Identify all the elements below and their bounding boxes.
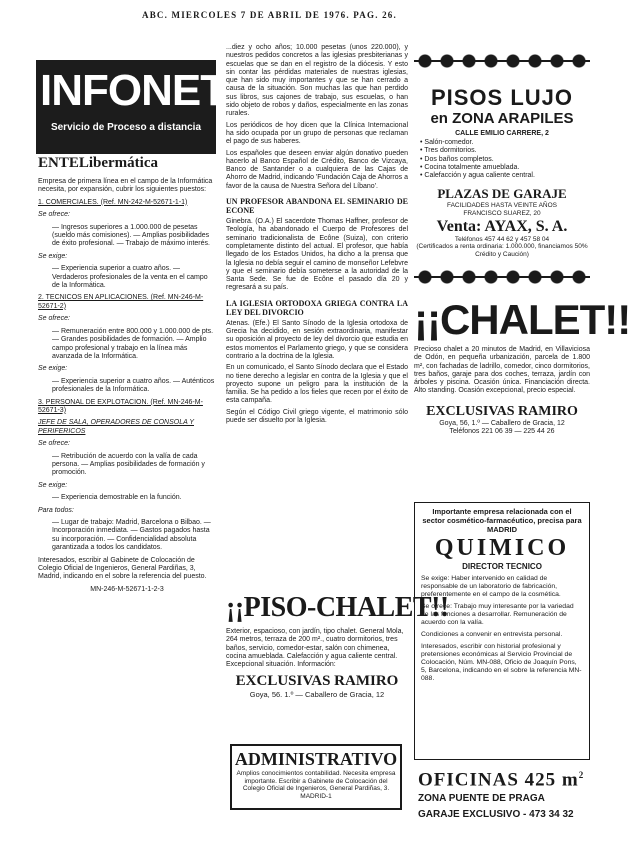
promoter-address: FRANCISCO SUAREZ, 20 (463, 210, 541, 218)
feature-item: • Tres dormitorios. (420, 147, 590, 155)
offer-label: Se ofrece: (38, 211, 70, 219)
garage-spaces: PLAZAS DE GARAJE (437, 186, 567, 202)
news-paragraph: Atenas. (Efe.) El Santo Sínodo de la Iglesia ortodoxa de Grecia ha decidido, en sesión extraordinaria, manifestar su oposición al proyecto de ley del divorcio que estudia en estos momentos el Parlamento griego, y que se considera contrario a la doctrina de la Iglesia. (226, 319, 408, 360)
pisos-lujo-street: CALLE EMILIO CARRERE, 2 (455, 130, 549, 137)
offer-label: Se ofrece: (38, 315, 70, 323)
ornament-top (414, 50, 590, 72)
infonet-closing: Interesados, escribir al Gabinete de Colocación de Colegio Oficial de Ingenieros, General Pardiñas, 3, Madrid, indicando en el sobre la referencia del puesto. (38, 556, 207, 581)
quimico-offer: Se ofrece: Trabajo muy interesante por la variedad de las funciones a desarrollar. Remuneración de acuerdo con la valía. (421, 603, 574, 626)
classified-column (414, 44, 630, 844)
post-1-title: 1. COMERCIALES. (Ref. MN-242-M-52671-1-1) (38, 198, 188, 206)
pisos-lujo-title: PISOS LUJO (430, 85, 574, 110)
news-paragraph: Según el Código Civil griego vigente, el matrimonio sólo puede ser disuelto por la Iglesia. (226, 408, 408, 424)
quimico-role: DIRECTOR TECNICO (462, 562, 542, 571)
pisos-lujo-ad (414, 86, 590, 258)
infonet-intro: Empresa de primera línea en el campo de la Informática necesita, por expansión, cubrir los siguientes puestos: (38, 178, 213, 194)
oficinas-zone: ZONA PUENTE DE PRAGA (418, 793, 545, 805)
feature-item: • Salón-comedor. (420, 139, 590, 147)
all-text: — Lugar de trabajo: Madrid, Barcelona o Bilbao. — Incorporación inmediata. — Gastos pagados hasta su incorporación. — Confidencialidad absoluta garantizada a todos los candidatos. (52, 519, 211, 552)
post-1-offer: — Ingresos superiores a 1.000.000 de pesetas (sueldo más comisiones). — Amplias posibilidades de éxito profesional. — Trabajo de máximo interés. (52, 223, 210, 248)
chalet-phones: Teléfonos 221 06 39 — 225 44 26 (449, 427, 555, 435)
news-paragraph: En un comunicado, el Santo Sínodo declara que el Estado no tiene derecho a legislar en contra de la Iglesia y que el proyecto supone un peligro para la institución de la familia. Se ha pedido a los fieles que recen por el éxito de esta campaña. (226, 364, 408, 405)
post-3-sub: JEFE DE SALA, OPERADORES DE CONSOLA Y PERIFERICOS (38, 419, 194, 435)
oficinas-title-row (418, 764, 590, 791)
quimico-intro: Importante empresa relacionada con el sector cosmético-farmacéutico, precisa para MADRID (422, 507, 582, 534)
chalet-body: Precioso chalet a 20 minutos de Madrid, en Villaviciosa de Odón, en pequeña urbanización, parcela de 1.800 m², con fachadas de ladrillo, comedor, cinco dormitorios, tres baños, garaje para dos coches, terraza, jardín con árboles y piscina. Ocasión única. Financiación directa. Alto standing. Ocasión excepcional, precio especial. (414, 346, 590, 395)
post-2-require: — Experiencia superior a cuatro años. — Auténticos profesionales de la Informática. (52, 377, 215, 394)
quimico-contact: Interesados, escribir con historial profesional y pretensiones económicas al Servicio Provincial de Colocación, Núm. MN-088, Oficio de Joaquín Pons, 5, Barcelona, indicando en el sobre la referencia MN-088. (421, 643, 582, 682)
page-folio: ABC. MIERCOLES 7 DE ABRIL DE 1976. PAG. 26. (142, 10, 397, 20)
piso-chalet-body: Exterior, espacioso, con jardín, tipo chalet. General Mola, 264 metros, terraza de 200 m²., cuatro dormitorios, tres baños, servicio, comedor-estar, salón con chimenea, cocina amueblada. Calefacción y agua caliente central. Excepcional situación. Información: (226, 628, 404, 669)
quimico-requirements: Se exige: Haber intervenido en calidad de responsable de un laboratorio de fabricación, preferentemente en el campo de la cosmética. (421, 575, 561, 598)
chalet-title: ¡¡CHALET!! (414, 296, 630, 343)
facilities: FACILIDADES HASTA VEINTE AÑOS (446, 202, 558, 210)
oficinas-garage: GARAJE EXCLUSIVO - 473 34 32 (418, 809, 574, 821)
oficinas-ad (418, 764, 590, 823)
infonet-logo: INFONET (40, 66, 227, 115)
require-label: Se exige: (38, 365, 68, 373)
sale-phones: Teléfonos 457 44 62 y 457 58 04 (454, 235, 550, 243)
infonet-ref: MN-246-M-52671-1-2-3 (90, 585, 164, 593)
all-label: Para todos: (38, 506, 74, 514)
administrativo-body: Amplios conocimientos contabilidad. Necesita empresa importante. Escribir a Gabinete de Colocación del Colegio Oficial de Ingenieros, General Pardiñas, 3. MADRID-1 (236, 770, 396, 800)
post-3-offer: — Retribución de acuerdo con la valía de cada persona. — Amplias posibilidades de formación y promoción. (52, 452, 205, 477)
sale-agent: Venta: AYAX, S. A. (436, 217, 568, 235)
require-label: Se exige: (38, 252, 68, 260)
news-paragraph: ...diez y ocho años; 10.000 pesetas (unos 220.000), y nuestros pedidos concretos a las iglesias presbiterianas y escuelas que se dan en el registro de la diócesis. Y esto sin contar las pérdidas materiales de nuestras iglesias, que han sido muy importantes y que se han cerrado a causa de la situación. Son muchas las que han perdido sus libros, sus cajones de trabajo, sus escuelas, o han sido objeto de robos y daños, especialmente en las zonas rurales. (226, 44, 408, 118)
administrativo-ad (230, 744, 402, 810)
quimico-ad (414, 502, 590, 760)
pisos-lujo-subtitle: en ZONA ARAPILES (430, 110, 574, 127)
page-header (0, 0, 620, 30)
entel-brand: ENTELibermática (38, 155, 158, 171)
oficinas-size: 425 m (524, 769, 579, 791)
post-2-title: 2. TECNICOS EN APLICACIONES. (Ref. MN-246-M-52671-2) (38, 294, 204, 310)
ornament-bottom (414, 266, 590, 288)
pisos-lujo-features (414, 139, 590, 180)
oficinas-title: OFICINAS (418, 769, 519, 791)
piso-chalet-agency: EXCLUSIVAS RAMIRO (235, 673, 399, 690)
piso-chalet-address: Goya, 56. 1.º — Caballero de Gracia, 12 (249, 690, 385, 700)
oficinas-size-unit: 2 (578, 770, 585, 780)
chalet-address: Goya, 56, 1.º — Caballero de Gracia, 12 (439, 419, 565, 427)
headline-divorce: LA IGLESIA ORTODOXA GRIEGA CONTRA LA LEY DEL DIVORCIO (226, 298, 408, 317)
infonet-logo-block (36, 60, 227, 154)
quimico-title: QUIMICO (434, 535, 570, 561)
infonet-ad (30, 60, 227, 850)
post-1-require: — Experiencia superior a cuatro años. — Verdaderos profesionales de la venta en el campo de la Informática. (52, 265, 208, 290)
administrativo-title: ADMINISTRATIVO (234, 749, 398, 769)
headline-professor: UN PROFESOR ABANDONA EL SEMINARIO DE ECONE (226, 197, 408, 216)
piso-chalet-ad (226, 592, 449, 700)
news-paragraph: Los periódicos de hoy dicen que la Clínica Internacional ha sido ocupada por un grupo de personas que reclaman el pago de sus haberes. (226, 121, 408, 146)
post-2-offer: — Remuneración entre 800.000 y 1.000.000 de pts. — Grandes posibilidades de formación. — Amplio campo profesional y trabajo en la línea más avanzada de la Informática. (52, 327, 214, 360)
chalet-agency: EXCLUSIVAS RAMIRO (426, 403, 578, 419)
quimico-conditions: Condiciones a convenir en entrevista personal. (421, 631, 563, 638)
news-paragraph: Los españoles que deseen enviar algún donativo pueden hacerlo al Banco Español de Crédito, Banco de Vizcaya, Banco de Santander o a cualquiera de las Cajas de Ahorro de Madrid, indicando 'Fundación Caja de Ahorros a favor de la causa de Nuestra Señora del Líbano'. (226, 149, 408, 190)
news-paragraph: Ginebra. (O.A.) El sacerdote Thomas Haffner, profesor de Teología, ha abandonado el Cuerpo de Profesores del seminario tradicionalista de Ecône (Suiza), con criterio completamente distinto del actual. El profesor, que había llegado de los Estados Unidos, ha dicho a la prensa que la Iglesia no debía seguir el camino de monseñor Lefebvre y que el seminario debía someterse a la autoridad de la Santa Sede. Se fue de Ecône el pasado día 20 y regresará a su país. (226, 218, 408, 292)
piso-chalet-title: ¡¡PISO-CHALET!! (226, 592, 449, 623)
post-3-title: 3. PERSONAL DE EXPLOTACION. (Ref. MN-246-M-52671-3) (38, 398, 203, 414)
news-text (226, 44, 408, 428)
feature-item: • Cocina totalmente amueblada. (420, 164, 590, 172)
feature-item: • Dos baños completos. (420, 156, 590, 164)
infonet-subtitle: Servicio de Proceso a distancia (50, 122, 202, 133)
require-label: Se exige: (38, 481, 68, 489)
feature-item: • Calefacción y agua caliente central. (420, 172, 590, 180)
offer-label: Se ofrece: (38, 440, 70, 448)
infonet-body (38, 178, 216, 598)
post-3-require: — Experiencia demostrable en la función. (52, 494, 182, 502)
chalet-ad (414, 296, 630, 436)
credit-note: (Certificados a renta ordinaria: 1.000.000, financiamos 50% Crédito y Caución) (416, 243, 588, 258)
